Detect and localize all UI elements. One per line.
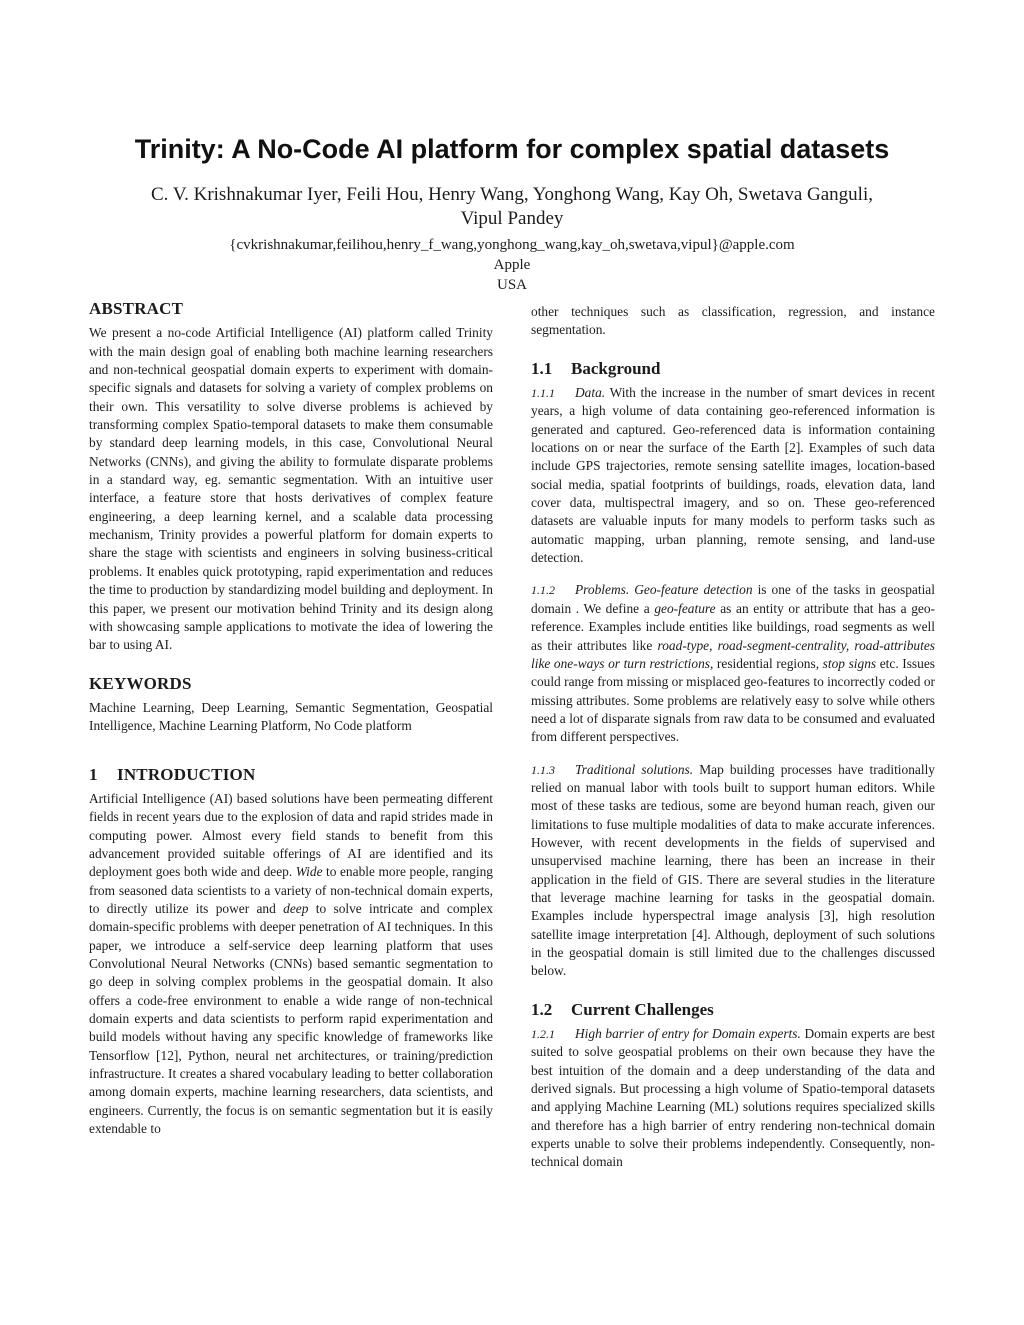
data-title: Data. <box>575 385 606 401</box>
data-paragraph: 1.1.1 Data. With the increase in the number of smart devices in recent years, a high volume of data containing geo-referenced information is generated and captured. Geo-referenced data is information containing locations on or near the surface of the Earth [2]. Examples of such data include GPS trajectories, remote sensing satellite images, location-based social media, spatial footprints of buildings, roads, elevation data, land cover data, multispectral imagery, and so on. These geo-referenced datasets are valuable inputs for many models to perform tasks such as automatic mapping, urban planning, remote sensing, and land-use detection. <box>531 385 935 566</box>
traditional-solutions-paragraph: 1.1.3 Traditional solutions. Map building processes have traditionally relied on manual labor with tools built to support human editors. While most of these tasks are tedious, some are beyond human reach, given our limitations to fuse multiple modalities of data to make accurate inferences. However, with recent developments in the fields of supervised and unsupervised machine learning, there has been an increase in their application in the field of GIS. There are several studies in the literature that leverage machine learning for tasks in the geospatial domain. Examples include hyperspectral image analysis [3], high resolution satellite image interpretation [4]. Although, deployment of such solutions in the geospatial domain is still limited due to the challenges discussed below. <box>531 761 935 979</box>
left-column <box>89 300 493 1138</box>
keywords-heading: KEYWORDS <box>89 673 192 693</box>
affiliation: Apple <box>493 257 531 273</box>
barrier-paragraph: 1.2.1 High barrier of entry for Domain experts. Domain experts are best suited to solve geospatial problems on their own because they have the best intuition of the domain and a deep understanding of the data and derived signals. But processing a high volume of Spatio-temporal datasets and applying Machine Learning (ML) solutions requires specialized skills and therefore has a high barrier of entry rendering non-technical domain experts unable to solve their problems independently. Consequently, non-technical domain <box>531 1026 935 1170</box>
barrier-title: High barrier of entry for Domain experts. <box>575 1026 801 1042</box>
emphasis-deep: deep <box>283 900 309 916</box>
author-emails: {cvkrishnakumar,feilihou,henry_f_wang,yonghong_wang,kay_oh,swetava,vipul}@apple.com <box>229 237 795 253</box>
author-block <box>60 183 964 295</box>
authors-line-2: Vipul Pandey <box>460 208 564 229</box>
keywords-text: Machine Learning, Deep Learning, Semantic Segmentation, Geospatial Intelligence, Machine Learning Platform, No Code platform <box>89 699 493 734</box>
subsection-number: 1.1 <box>531 358 553 378</box>
problems-paragraph: 1.1.2 Problems. Geo-feature detection is one of the tasks in geospatial domain . We define a geo-feature as an entity or attribute that has a geo-reference. Examples include entities like buildings, road segments as well as their attributes like road-type, road-segment-centrality, road-attributes like one-ways or turn restrictions, residential regions, stop signs etc. Issues could range from missing or misplaced geo-features to incorrectly coded or missing attributes. Some problems are relatively easy to solve while others need a lot of disparate signals from raw data to be consumed and evaluated from different perspectives. <box>531 582 935 745</box>
section-title: INTRODUCTION <box>117 764 256 784</box>
right-column <box>531 303 935 1172</box>
country: USA <box>496 277 527 293</box>
challenges-heading <box>531 1001 935 1019</box>
introduction-heading <box>89 766 493 784</box>
emphasis-wide: Wide <box>295 864 323 880</box>
background-heading <box>531 360 935 378</box>
introduction-continuation: other techniques such as classification, regression, and instance segmentation. <box>531 304 935 338</box>
abstract-text: We present a no-code Artificial Intelligence (AI) platform called Trinity with the main design goal of enabling both machine learning researchers and non-technical geospatial domain experts to experiment with domain-specific signals and datasets for solving a variety of complex problems on their own. This versatility to solve diverse problems is achieved by transforming complex Spatio-temporal datasets to make them consumable by standard deep learning models, in this case, Convolutional Neural Networks (CNNs), and giving the ability to formulate disparate problems in a standard way, eg. semantic segmentation. With an intuitive user interface, a feature store that hosts derivatives of complex feature engineering, a deep learning kernel, and a scalable data processing mechanism, Trinity provides a powerful platform for domain experts to share the stage with scientists and engineers in solving business-critical problems. It enables quick prototyping, rapid experimentation and reduces the time to production by standardizing model building and deployment. In this paper, we present our motivation behind Trinity and its design along with showcasing sample applications to motivate the idea of lowering the bar to using AI. <box>89 325 493 653</box>
subsection-number: 1.2 <box>531 999 553 1019</box>
subsection-title: Current Challenges <box>571 999 714 1019</box>
introduction-paragraph: Artificial Intelligence (AI) based solutions have been permeating different fields in recent years due to the explosion of data and rapid strides made in computing power. Almost every field stands to benefit from this advancement provided suitable offerings of AI are identified and its deployment goes both wide and deep. Wide to enable more people, ranging from seasoned data scientists to a variety of non-technical domain experts, to directly utilize its power and deep to solve intricate and complex domain-specific problems with deeper penetration of AI techniques. In this paper, we introduce a self-service deep learning platform that uses Convolutional Neural Networks (CNNs) based semantic segmentation to go deep in solving complex problems in the geospatial domain. It also offers a code-free environment to enable a wide range of non-technical domain experts and data scientists to perform rapid experimentation and build models without having any specific knowledge of frameworks like Tensorflow [12], Python, neural net architectures, or training/prediction infrastructure. It creates a shared vocabulary leading to better collaboration among domain experts, machine learning researchers, data scientists, and engineers. Currently, the focus is on semantic segmentation but it is easily extendable to <box>89 790 494 1137</box>
subsection-title: Background <box>571 358 661 378</box>
section-number: 1 <box>89 764 98 784</box>
problems-title: Problems. <box>575 582 630 598</box>
authors-line-1: C. V. Krishnakumar Iyer, Feili Hou, Henry Wang, Yonghong Wang, Kay Oh, Swetava Ganguli, <box>151 184 873 205</box>
traditional-title: Traditional solutions. <box>575 761 694 777</box>
abstract-heading: ABSTRACT <box>89 299 184 318</box>
paper-title: Trinity: A No-Code AI platform for complex spatial datasets <box>134 134 890 164</box>
